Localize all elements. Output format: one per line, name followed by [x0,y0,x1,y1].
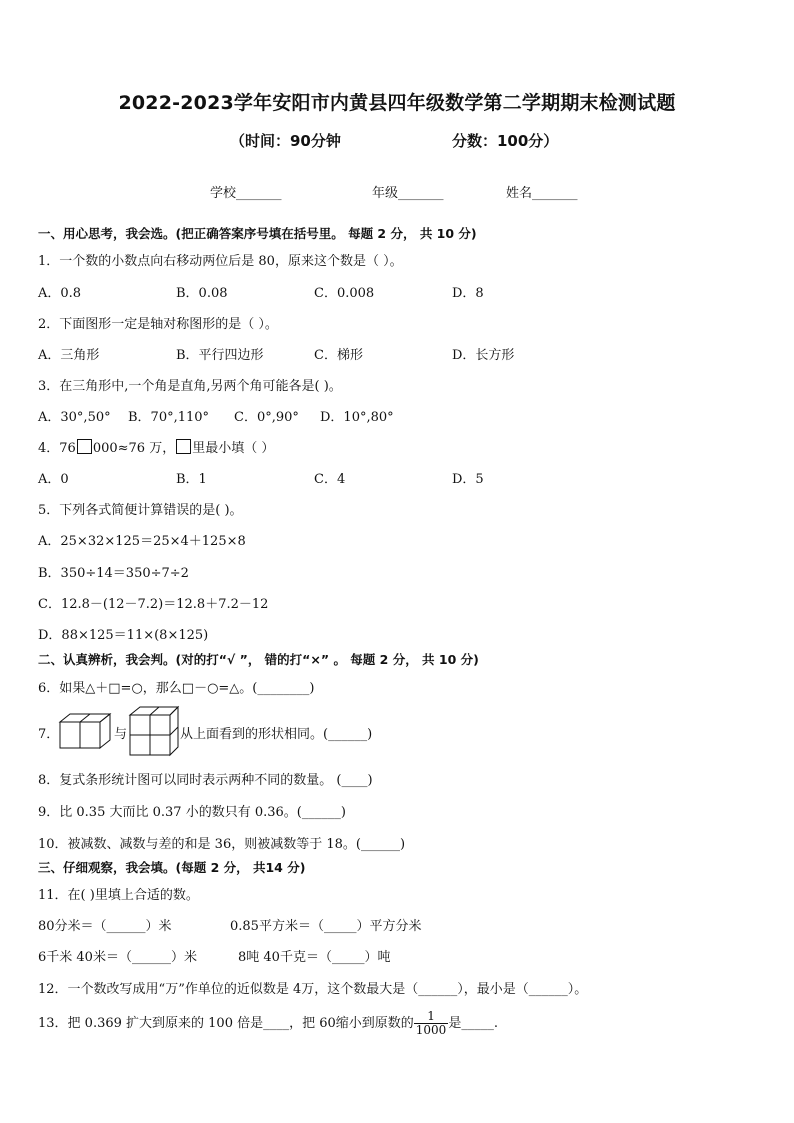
question-1: 1．一个数的小数点向右移动两位后是 80，原来这个数是（ ）。 [38,254,403,269]
q3-option-a[interactable]: A．30°,50° [38,410,111,425]
question-6: 6．如果△＋□=○，那么□－○=△。(________) [38,681,315,696]
q4-option-b[interactable]: B．1 [176,472,207,487]
blank-square-icon [176,439,191,454]
q4-suffix: 里最小填（ ） [192,441,275,456]
q5-option-c[interactable]: C．12.8－(12－7.2)＝12.8＋7.2－12 [38,597,269,612]
fraction-denominator: 1000 [415,1023,447,1037]
q4-option-d[interactable]: D．5 [452,472,484,487]
q11-line1-b: 0.85平方米＝（_____）平方分米 [230,919,422,934]
q3-option-c[interactable]: C．0°,90° [234,410,299,425]
question-3: 3．在三角形中,一个角是直角,另两个角可能各是( )。 [38,379,342,394]
question-2: 2．下面图形一定是轴对称图形的是（ ）。 [38,317,278,332]
question-10: 10．被减数、减数与差的和是 36，则被减数等于 18。(______) [38,837,406,852]
q4-option-c[interactable]: C．4 [314,472,346,487]
q11-line2-a: 6千米 40米＝（______）米 [38,950,197,965]
q13-prefix: 13．把 0.369 扩大到原来的 100 倍是____，把 60缩小到原数的 [38,1016,414,1031]
exam-score: 分数：100分） [452,132,559,150]
question-7-mid: 与 [114,727,128,742]
fraction-numerator: 1 [414,1010,449,1024]
cube-figure-1-icon [56,710,112,750]
question-4 [38,437,274,456]
q11-line2-b: 8吨 40千克＝（_____）吨 [238,950,391,965]
q1-option-d[interactable]: D．8 [452,286,484,301]
q1-option-c[interactable]: C．0.008 [314,286,375,301]
q2-option-c[interactable]: C．梯形 [314,348,363,363]
q2-option-b[interactable]: B．平行四边形 [176,348,264,363]
q5-option-a[interactable]: A．25×32×125＝25×4＋125×8 [38,534,246,549]
q4-mid: 000≈76 万， [92,441,176,456]
q5-option-b[interactable]: B．350÷14＝350÷7÷2 [38,566,189,581]
q13-suffix: 是_____. [448,1016,498,1031]
q2-option-d[interactable]: D．长方形 [452,348,515,363]
q3-option-d[interactable]: D．10°,80° [320,410,394,425]
section-heading-2: 二、认真辨析，我会判。(对的打“√ ”， 错的打“×” 。 每题 2 分， 共 10 分) [38,652,479,667]
q3-option-b[interactable]: B．70°,110° [128,410,210,425]
question-7-tail: 从上面看到的形状相同。(______) [180,727,373,742]
page-title: 2022-2023学年安阳市内黄县四年级数学第二学期期末检测试题 [118,92,676,114]
q11-line1-a: 80分米＝（______）米 [38,919,172,934]
q5-option-d[interactable]: D．88×125＝11×(8×125) [38,628,209,643]
q4-prefix: 4．76 [38,441,76,456]
question-11: 11．在( )里填上合适的数。 [38,888,199,903]
question-5: 5．下列各式简便计算错误的是( )。 [38,503,243,518]
question-7-number: 7． [38,727,60,742]
question-9: 9．比 0.35 大而比 0.37 小的数只有 0.36。(______) [38,805,346,820]
question-12: 12．一个数改写成用“万”作单位的近似数是 4万，这个数最大是（______），最小是（______）。 [38,982,588,997]
name-field[interactable]: 姓名_______ [506,186,578,201]
cube-figure-2-icon [128,703,180,757]
q1-option-b[interactable]: B．0.08 [176,286,228,301]
q1-option-a[interactable]: A．0.8 [38,286,82,301]
section-heading-1: 一、用心思考，我会选。(把正确答案序号填在括号里。 每题 2 分， 共 10 分) [38,226,477,241]
fraction [414,1010,449,1037]
section-heading-3: 三、仔细观察，我会填。(每题 2 分， 共14 分) [38,860,306,875]
question-8: 8．复式条形统计图可以同时表示两种不同的数量。 (____) [38,773,373,788]
q2-option-a[interactable]: A．三角形 [38,348,100,363]
exam-time: （时间：90分钟 [230,132,341,150]
school-field[interactable]: 学校_______ [210,186,282,201]
question-13 [38,1010,498,1037]
q4-option-a[interactable]: A．0 [38,472,69,487]
blank-square-icon [77,439,92,454]
grade-field[interactable]: 年级_______ [372,186,444,201]
